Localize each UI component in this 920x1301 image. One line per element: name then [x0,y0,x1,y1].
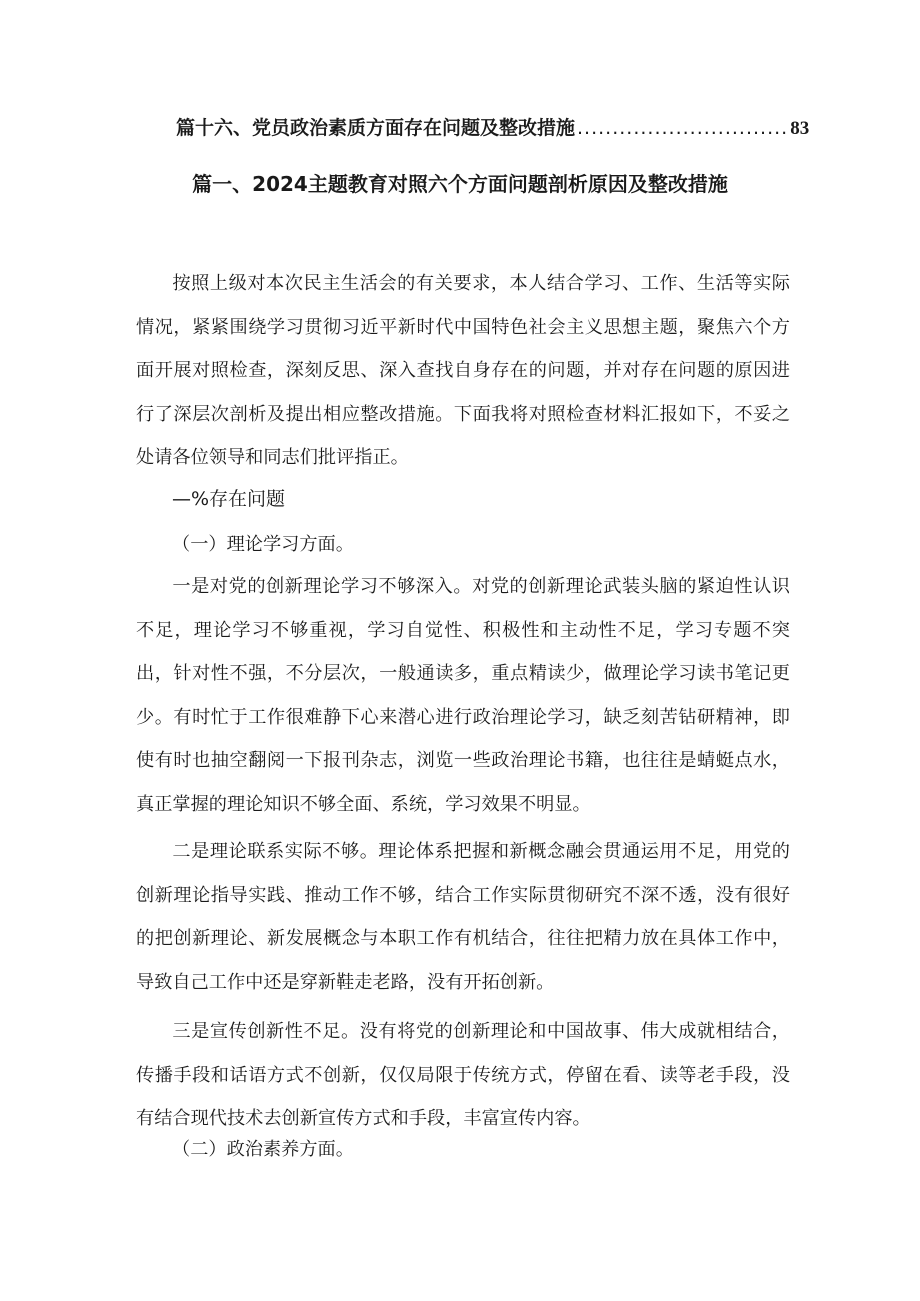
subsection-political-literacy: （二）政治素养方面。 [172,1139,354,1160]
article-heading: 篇一、2024主题教育对照六个方面问题剖析原因及整改措施 [192,172,728,196]
intro-paragraph: 按照上级对本次民主生活会的有关要求，本人结合学习、工作、生活等实际情况，紧紧围绕学习贯彻习近平新时代中国特色社会主义思想主题，聚焦六个方面开展对照检查，深刻反思、深入查找自身存在的问题，并对存在问题的原因进行了深层次剖析及提出相应整改措施。下面我将对照检查材料汇报如下，不妥之处请各位领导和同志们批评指正。 [136,273,790,468]
subsection-theory-study: （一）理论学习方面。 [172,534,354,555]
section-title-problems: —%存在问题 [172,488,286,510]
paragraph-publicity-innovation: 三是宣传创新性不足。没有将党的创新理论和中国故事、伟大成就相结合，传播手段和话语方式不创新，仅仅局限于传统方式，停留在看、读等老手段，没有结合现代技术去创新宣传方式和手段，丰富宣传内容。 [136,1021,790,1129]
toc-entry[interactable] [176,114,810,143]
paragraph-theory-depth: 一是对党的创新理论学习不够深入。对党的创新理论武装头脑的紧迫性认识不足，理论学习不够重视，学习自觉性、积极性和主动性不足，学习专题不突出，针对性不强，不分层次，一般通读多，重点精读少，做理论学习读书笔记更少。有时忙于工作很难静下心来潜心进行政治理论学习，缺乏刻苦钻研精神，即使有时也抽空翻阅一下报刊杂志，浏览一些政治理论书籍，也往往是蜻蜓点水，真正掌握的理论知识不够全面、系统，学习效果不明显。 [136,576,790,815]
toc-entry-title: 篇十六、党员政治素质方面存在问题及整改措施 [176,117,576,139]
paragraph-theory-practice: 二是理论联系实际不够。理论体系把握和新概念融会贯通运用不足，用党的创新理论指导实践、推动工作不够，结合工作实际贯彻研究不深不透，没有很好的把创新理论、新发展概念与本职工作有机结合，往往把精力放在具体工作中，导致自己工作中还是穿新鞋走老路，没有开拓创新。 [136,841,790,993]
toc-leader-dots: .............................. [577,117,789,139]
toc-page-number: 83 [790,118,810,139]
